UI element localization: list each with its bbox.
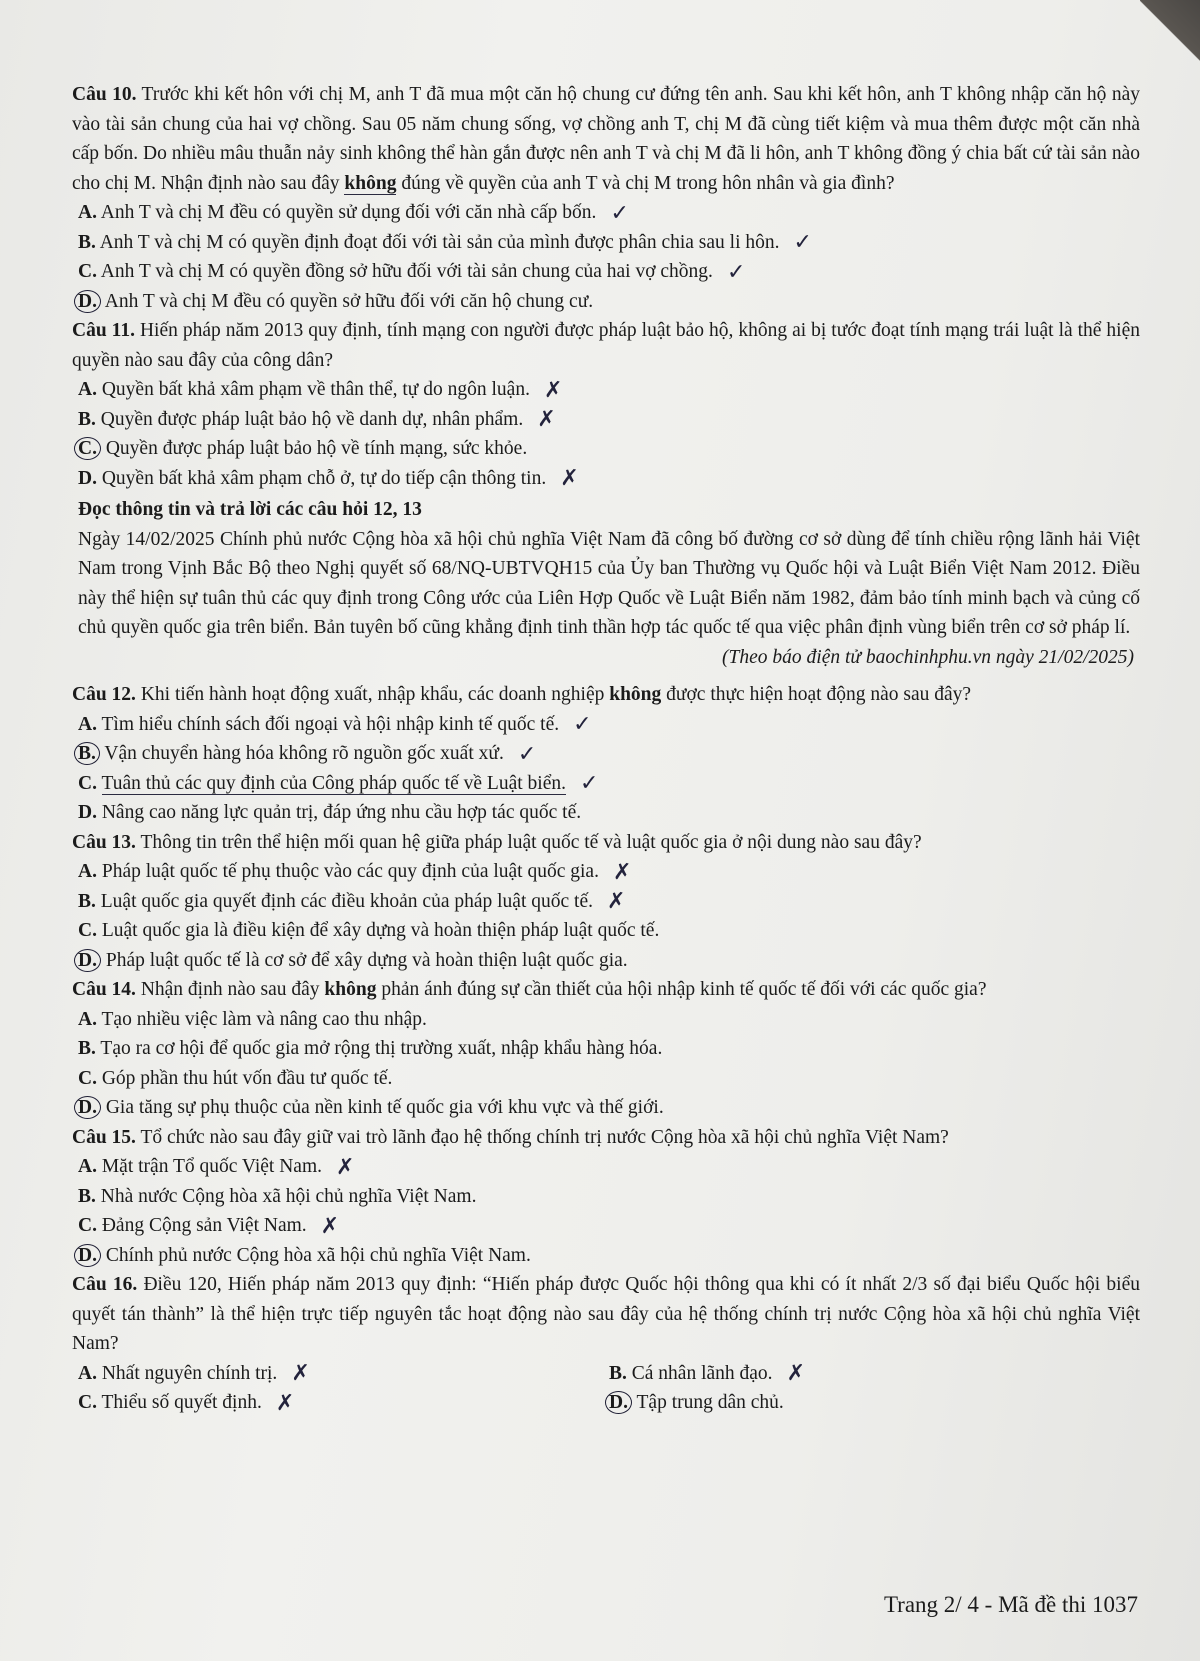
check-mark-icon: ✓ [517,741,537,767]
question-10 [72,80,1140,316]
question-15 [72,1123,1140,1271]
option-b: B. Quyền được pháp luật bảo hộ về danh dự, nhân phẩm. ✗ [78,407,556,433]
option-b: B. Anh T và chị M có quyền định đoạt đối với tài sản của mình được phân chia sau li hôn. ✓ [78,230,812,256]
option-d-selected: D. Pháp luật quốc tế là cơ sở để xây dựng và hoàn thiện luật quốc gia. [78,946,1140,976]
page-footer: Trang 2/ 4 - Mã đề thi 1037 [883,1591,1138,1617]
question-text: Trước khi kết hôn với chị M, anh T đã mua một căn hộ chung cư đứng tên anh. Sau khi kết hôn, anh T không nhập căn hộ này vào tài sản chung của hai vợ chồng. Sau 05 năm chung sống, vợ chồng anh T, chị M đã cùng tiết kiệm và mua thêm được một căn nhà cấp bốn. Do nhiều mâu thuẫn nảy sinh không thể hàn gắn được nên anh T và chị M đã li hôn, anh T không đồng ý chia bất cứ tài sản nào cho chị M. Nhận định nào sau đây [72,84,1140,194]
options-row-2 [78,1388,1140,1418]
question-emphasis: không [344,172,397,194]
cross-mark-icon: ✗ [606,889,626,915]
check-mark-icon: ✓ [726,259,746,285]
question-14 [72,975,1140,1123]
option-c: C. Đảng Cộng sản Việt Nam. ✗ [78,1213,340,1239]
option-c: C. Luật quốc gia là điều kiện để xây dựng và hoàn thiện pháp luật quốc tế. [78,920,660,941]
reading-section [72,495,1140,672]
option-a: A. Quyền bất khả xâm phạm về thân thể, tự do ngôn luận. ✗ [78,377,563,403]
question-text: Điều 120, Hiến pháp năm 2013 quy định: “Hiến pháp được Quốc hội thông qua khi có ít nhất 2/3 số đại biểu Quốc hội biểu quyết tán thành” là thể hiện trực tiếp nguyên tắc hoạt động nào sau đây của hệ thống chính trị nước Cộng hòa xã hội chủ nghĩa Việt Nam? [72,1274,1140,1354]
option-a: A. Tạo nhiều việc làm và nâng cao thu nhập. [78,1008,427,1030]
check-mark-icon: ✓ [793,230,812,256]
question-text-end: được thực hiện hoạt động nào sau đây? [661,684,972,705]
reading-passage: Ngày 14/02/2025 Chính phủ nước Cộng hòa xã hội chủ nghĩa Việt Nam đã công bố đường cơ sở dùng để tính chiều rộng lãnh hải Việt Nam trong Vịnh Bắc Bộ theo Nghị quyết số 68/NQ-UBTVQH15 của Ủy ban Thường vụ Quốc hội và Luật Biển Việt Nam 2012. Điều này thể hiện sự tuân thủ các quy định trong Công ước của Liên Hợp Quốc về Luật Biển năm 1982, đảm bảo tính minh bạch và củng cố chủ quyền quốc gia trên biển. Bản tuyên bố cũng khẳng định tinh thần hợp tác quốc tế qua việc phân định vùng biển trên cơ sở pháp lí. [78,528,1140,638]
question-11 [72,316,1140,493]
cross-mark-icon: ✗ [320,1213,340,1239]
question-label: Câu 13. [72,831,136,853]
option-c: C. Anh T và chị M có quyền đồng sở hữu đối với tài sản chung của hai vợ chồng. ✓ [78,259,746,285]
cross-mark-icon: ✗ [612,859,632,885]
option-d: D. Nâng cao năng lực quản trị, đáp ứng nhu cầu hợp tác quốc tế. [78,802,582,823]
question-text: Tổ chức nào sau đây giữ vai trò lãnh đạo hệ thống chính trị nước Cộng hòa xã hội chủ nghĩa Việt Nam? [135,1126,949,1148]
question-12 [72,680,1140,828]
option-a: A. Nhất nguyên chính trị. ✗ [78,1361,310,1387]
reading-title: Đọc thông tin và trả lời các câu hỏi 12, 13 [78,499,422,520]
cross-mark-icon: ✗ [291,1361,310,1387]
question-text: Khi tiến hành hoạt động xuất, nhập khẩu, các doanh nghiệp [135,684,610,705]
option-c: C. Góp phần thu hút vốn đầu tư quốc tế. [78,1067,393,1089]
option-d: D. Quyền bất khả xâm phạm chỗ ở, tự do tiếp cận thông tin. ✗ [78,466,579,492]
option-d-selected: D. Chính phủ nước Cộng hòa xã hội chủ nghĩa Việt Nam. [78,1241,1140,1271]
cross-mark-icon: ✗ [275,1390,295,1416]
question-text-end: đúng về quyền của anh T và chị M trong hôn nhân và gia đình? [396,172,895,194]
cross-mark-icon: ✗ [537,407,556,433]
question-label: Câu 14. [72,979,136,1000]
cross-mark-icon: ✗ [336,1154,355,1180]
check-mark-icon: ✓ [610,200,629,226]
options-row-1 [78,1359,1140,1389]
question-text: Thông tin trên thể hiện mối quan hệ giữa pháp luật quốc tế và luật quốc gia ở nội dung nào sau đây? [135,831,922,853]
question-16 [72,1270,1140,1418]
reading-source: (Theo báo điện tử baochinhphu.vn ngày 21/02/2025) [722,646,1134,668]
question-emphasis: không [324,979,377,1000]
cross-mark-icon: ✗ [786,1361,805,1387]
check-mark-icon: ✓ [573,712,592,738]
question-label: Câu 16. [72,1274,138,1295]
question-text-end: phản ánh đúng sự cần thiết của hội nhập kinh tế quốc tế đối với các quốc gia? [376,979,987,1000]
option-d-selected: D. Anh T và chị M đều có quyền sở hữu đối với căn hộ chung cư. [78,287,1140,317]
check-mark-icon: ✓ [579,771,599,797]
question-13 [72,828,1140,976]
cross-mark-icon: ✗ [560,466,579,492]
question-label: Câu 15. [72,1126,136,1148]
option-d-selected: D. Tập trung dân chủ. [609,1388,1140,1418]
option-c: C. Tuân thủ các quy định của Công pháp quốc tế về Luật biển. ✓ [78,771,599,797]
question-text: Hiến pháp năm 2013 quy định, tính mạng con người được pháp luật bảo hộ, không ai bị tước đoạt tính mạng trái luật là thể hiện quyền nào sau đây của công dân? [72,320,1140,371]
option-a: A. Anh T và chị M đều có quyền sử dụng đối với căn nhà cấp bốn. ✓ [78,200,629,226]
option-c: C. Thiểu số quyết định. ✗ [78,1390,295,1416]
question-emphasis: không [609,684,662,705]
option-b-selected: B. Vận chuyển hàng hóa không rõ nguồn gốc xuất xứ. ✓ [78,739,1140,769]
question-label: Câu 10. [72,84,137,105]
option-a: A. Mặt trận Tổ quốc Việt Nam. ✗ [78,1154,355,1180]
option-a: A. Pháp luật quốc tế phụ thuộc vào các quy định của luật quốc gia. ✗ [78,859,632,885]
option-a: A. Tìm hiểu chính sách đối ngoại và hội nhập kinh tế quốc tế. ✓ [78,712,592,738]
question-label: Câu 11. [72,320,135,341]
question-text: Nhận định nào sau đây [135,979,325,1000]
option-d-selected: D. Gia tăng sự phụ thuộc của nền kinh tế quốc gia với khu vực và thế giới. [78,1093,1140,1123]
question-label: Câu 12. [72,684,136,705]
option-b: B. Cá nhân lãnh đạo. ✗ [609,1361,805,1387]
option-b: B. Nhà nước Cộng hòa xã hội chủ nghĩa Việt Nam. [78,1185,477,1207]
cross-mark-icon: ✗ [543,377,563,403]
background-corner [1140,0,1200,90]
option-b: B. Luật quốc gia quyết định các điều khoản của pháp luật quốc tế. ✗ [78,889,626,915]
option-c-selected: C. Quyền được pháp luật bảo hộ về tính mạng, sức khỏe. [78,434,1140,464]
option-b: B. Tạo ra cơ hội để quốc gia mở rộng thị trường xuất, nhập khẩu hàng hóa. [78,1038,663,1059]
